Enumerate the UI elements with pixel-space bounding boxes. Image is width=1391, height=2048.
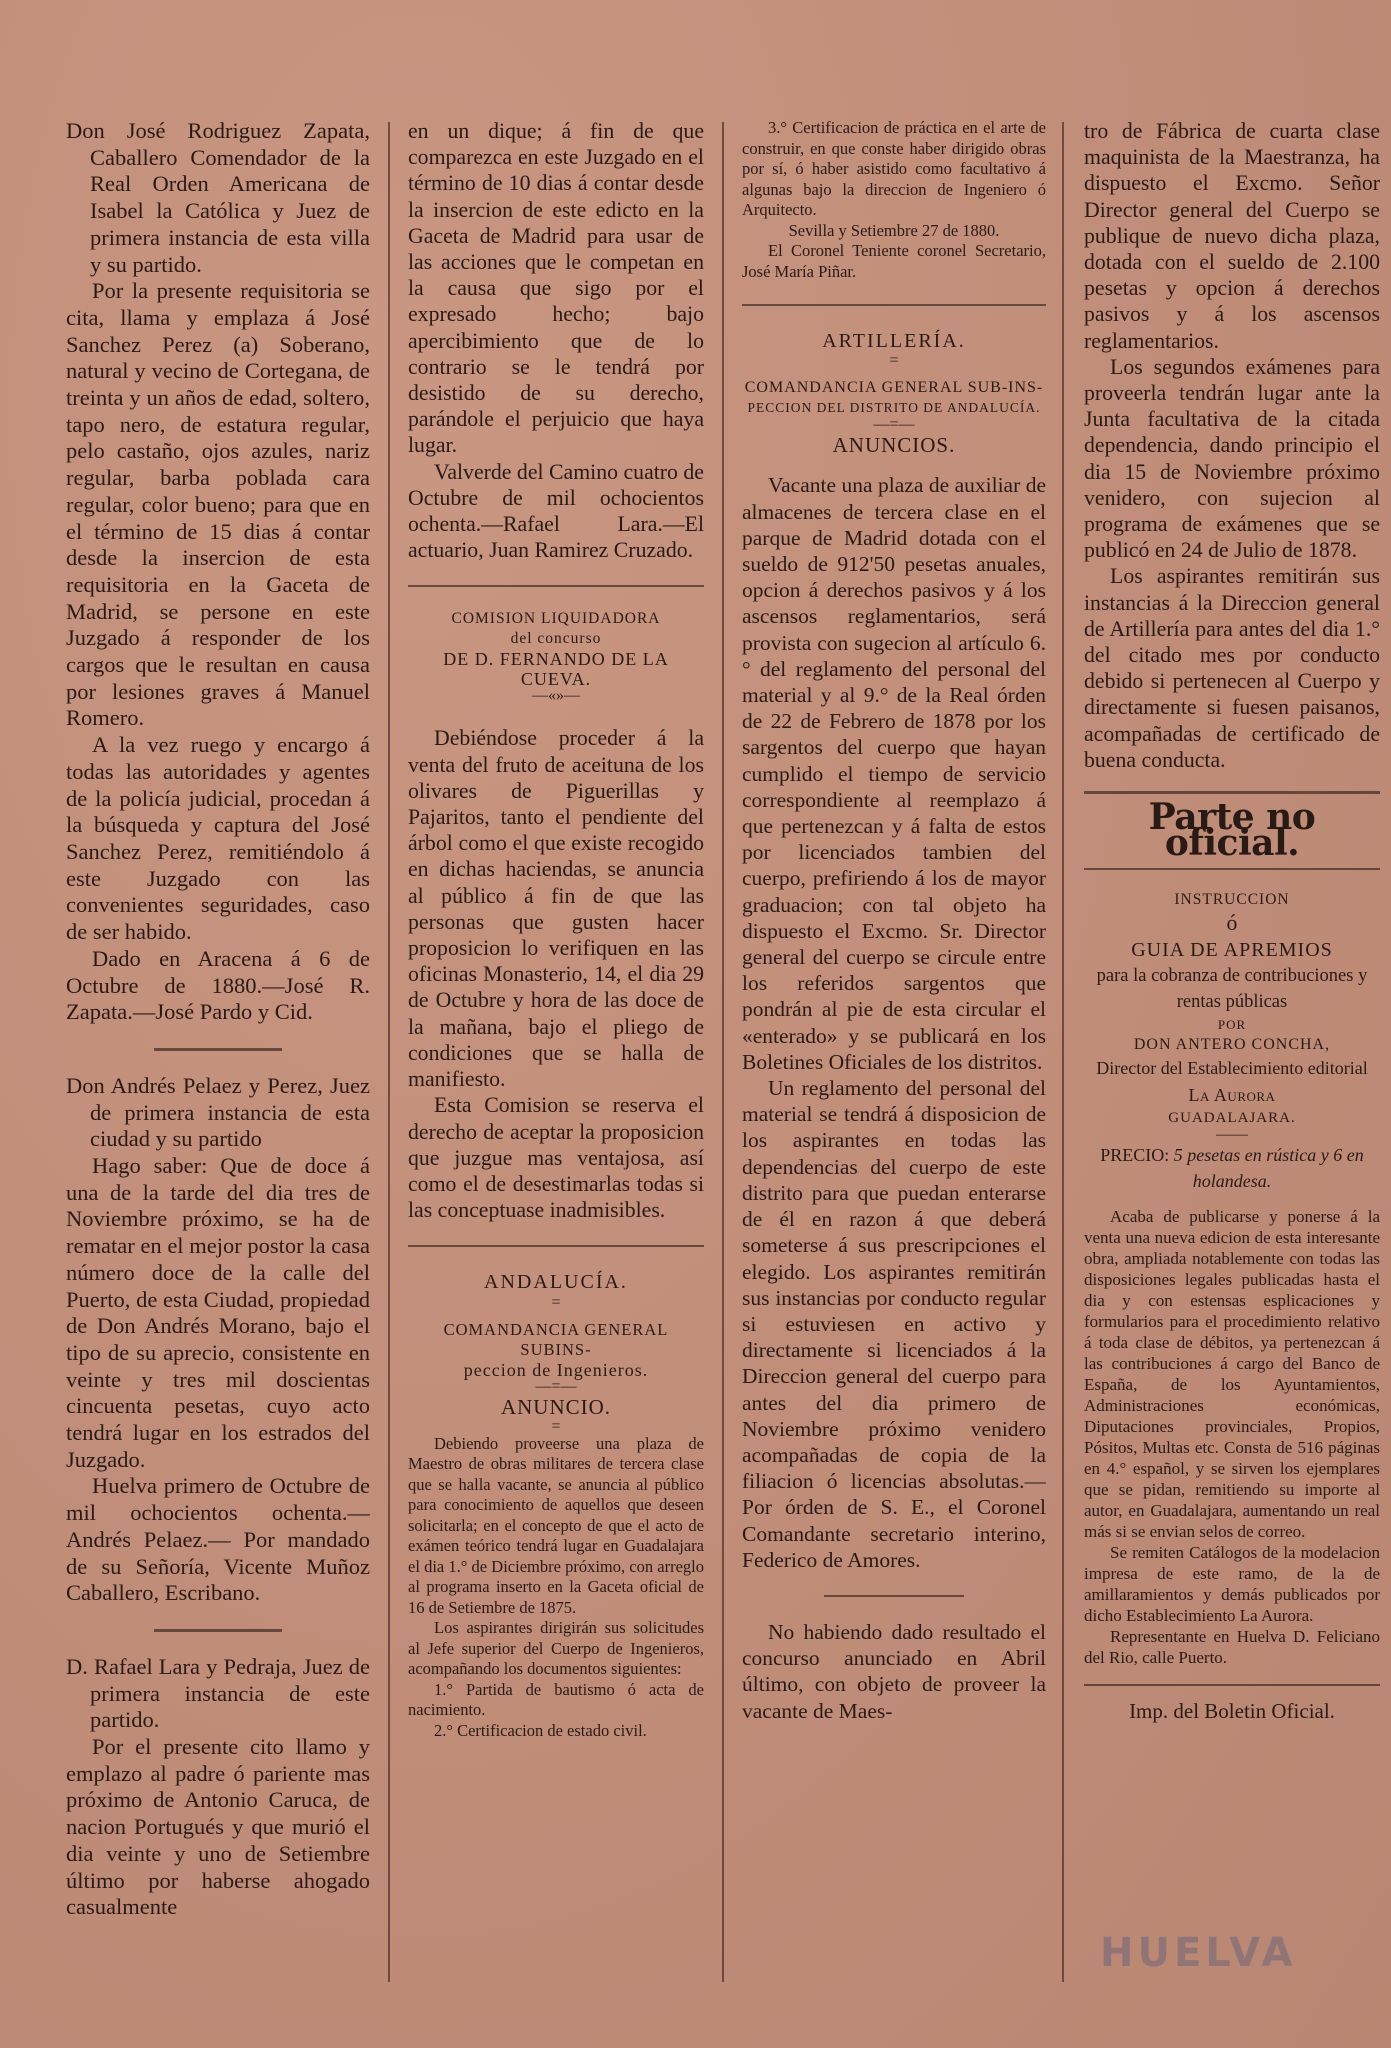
edict-huelva-signature: Huelva primero de Octubre de mil ochocientos ochenta.— Andrés Pelaez.— Por mandado de su Señoría, Vicente Muñoz Caballero, Escribano. [66, 1473, 370, 1606]
separator-rule [154, 1048, 282, 1051]
edict-valverde-continued: en un dique; á fin de que comparezca en este Juzgado en el término de 10 dias á contar desde la insercion de este edicto en la Gaceta de Madrid para usar de las acciones que le competan en la causa que sigo por el expresado hecho; bajo apercibimiento que de lo contrario se le tendrá por desistido de su derecho, parándole el perjuicio que haya lugar. [408, 119, 704, 458]
separator-rule [824, 1595, 964, 1597]
double-rule: = [551, 1417, 561, 1435]
section-andalucia: ANDALUCÍA. [484, 1271, 628, 1294]
ornament: —=— [873, 416, 915, 434]
column-2 [408, 118, 704, 1741]
parte-no-oficial-heading: Parte no oficial. [1148, 796, 1316, 865]
separator-rule [742, 304, 1046, 306]
instruccion-heading: INSTRUCCION [1174, 891, 1290, 909]
comision-subheading: del concurso [510, 630, 602, 648]
ingenieros-heading: COMANDANCIA GENERAL SUBINS- [443, 1319, 669, 1359]
edict-valverde-heading: D. Rafael Lara y Pedraja, Juez de primera instancia de este partido. [66, 1653, 370, 1733]
edict-aracena-heading: Don José Rodriguez Zapata, Caballero Comendador de la Real Orden Americana de Isabel la Católica y Juez de primera instancia de esta villa y su partido. [66, 118, 370, 277]
edict-huelva-body: Hago saber: Que de doce á una de la tarde del dia tres de Noviembre próximo, se ha de rematar en el mejor postor la casa número doce de la calle del Puerto, de esta Ciudad, propiedad de Don Andrés Morano, bajo el tipo de su aprecio, consistente en veinte y tres mil doscientas cincuenta pesetas, cuyo acto tendrá lugar en los estrados del Juzgado. [66, 1153, 370, 1472]
ingenieros-subheading: peccion de Ingenieros. [463, 1359, 649, 1380]
edict-valverde-body: Por el presente cito llamo y emplazo al padre ó pariente mas próximo de Antonio Caruca, de nacion Portugués y que murió el dia veinte y uno de Setiembre último por haberse ahogado casualmente [66, 1734, 370, 1920]
author-name: DON ANTERO CONCHA, [1133, 1036, 1331, 1054]
comision-name: DE D. FERNANDO DE LA CUEVA. [443, 649, 669, 690]
column-divider [1062, 122, 1064, 1982]
catalogos-notice: Se remiten Catálogos de la modelacion impresa de este ramo, de la de amillaramientos y demás publicados por dicho Establecimiento La Aurora. [1084, 1543, 1380, 1626]
edict-valverde-signature: Valverde del Camino cuatro de Octubre de mil ochocientos ochenta.—Rafael Lara.—El actuario, Juan Ramirez Cruzado. [408, 459, 704, 563]
vacante-auxiliar: Vacante una plaza de auxiliar de almacenes de tercera clase en el parque de Madrid dotada con el sueldo de 912'50 pesetas anuales, opcion á derechos pasivos y á los ascensos reglamentarios, será provista con sugecion al artículo 6.° del reglamento del personal del material y al 9.° de la Real órden de 22 de Febrero de 1878 por los sargentos del cuerpo que hayan cumplido el tiempo de servicio correspondiente al reemplazo á que pertenezcan y á falta de estos por licenciados tambien del cuerpo, prefiriendo á los de mayor graduacion; con tal objeto ha dispuesto el Excmo. Sr. Director general del cuerpo se circule entre los referidos sargentos que pondrán al pie de esta circular el «enterado» y se publicará en los Boletines Oficiales de los distritos. [742, 473, 1046, 1074]
section-artilleria: ARTILLERÍA. [822, 330, 966, 352]
column-divider [388, 122, 390, 1982]
artilleria-heading: COMANDANCIA GENERAL SUB-INS- [744, 379, 1044, 397]
concurso-continued: tro de Fábrica de cuarta clase maquinista de la Maestranza, ha dispuesto el Excmo. Señor Director general del Cuerpo se publique de nuevo dicha plaza, dotada con el sueldo de 2.100 pesetas y opcion á derechos pasivos y á los ascensos reglamentarios. [1084, 119, 1380, 353]
price-line: PRECIO: 5 pesetas en rústica y 6 en holandesa. [1100, 1144, 1364, 1191]
column-1 [66, 118, 370, 1921]
separator-rule [1084, 868, 1380, 870]
anuncios-heading: ANUNCIOS. [832, 433, 956, 458]
author-title: Director del Establecimiento editorial La Aurora [1096, 1058, 1368, 1105]
archive-stamp-watermark: HUELVA [1100, 1930, 1297, 1976]
column-divider [722, 122, 724, 1982]
comision-notice-2: Esta Comision se reserva el derecho de aceptar la proposicion que juzgue mas ventajosa, así como el de desestimarlas todas si las conceptuase inadmisibles. [408, 1093, 704, 1223]
separator-rule [1084, 791, 1380, 794]
column-3 [742, 118, 1046, 1724]
aspirantes-notice: Los aspirantes remitirán sus instancias á la Direccion general de Artillería para antes del dia 1.° del citado mes por conducto debido si pertenecen al Cuerpo y directamente si fuesen paisanos, acompañadas de certificado de buena conducta. [1084, 564, 1380, 772]
separator-rule [408, 585, 704, 587]
anuncio-doc-1: 1.° Partida de bautismo ó acta de nacimiento. [408, 1679, 704, 1720]
artilleria-subheading: PECCION DEL DISTRITO DE ANDALUCÍA. [747, 400, 1041, 416]
reglamento-notice: Un reglamento del personal del material se tendrá á disposicion de los aspirantes en todas las dependencias del cuerpo de este distrito para que puedan enterarse de él en razon á que deberá someterse á sus prescripciones el elegido. Los aspirantes remitirán sus instancias por conducto regular si estuviesen en activo y directamente si licenciados á la Direccion general del cuerpo para antes del dia primero de Noviembre próximo venidero acompañadas de copia de la filiacion ó licencias absolutas.— Por órden de S. E., el Coronel Comandante secretario interino, Federico de Amores. [742, 1076, 1046, 1572]
representante-notice: Representante en Huelva D. Feliciano del Rio, calle Puerto. [1084, 1627, 1380, 1668]
anuncio-date: Sevilla y Setiembre 27 de 1880. [788, 220, 1000, 240]
ornament: —=— [535, 1377, 577, 1395]
edict-aracena-signature: Dado en Aracena á 6 de Octubre de 1880.—José R. Zapata.—José Pardo y Cid. [66, 945, 370, 1025]
anuncio-body-2: Los aspirantes dirigirán sus solicitudes al Jefe superior del Cuerpo de Ingenieros, acompañando los documentos siguientes: [408, 1618, 704, 1679]
comision-heading: COMISION LIQUIDADORA [451, 610, 661, 628]
column-4 [1084, 118, 1380, 1724]
ornament: —— [1216, 1125, 1248, 1143]
separator-rule [408, 1245, 704, 1247]
double-rule: = [551, 1293, 561, 1311]
separator-rule [1084, 1684, 1380, 1686]
comision-notice: Debiéndose proceder á la venta del fruto de aceituna de los olivares de Piguerillas y Pajaritos, tanto el pendiente del árbol como el que existe recogido en dichas haciendas, se anuncia al público á fin de que las personas que gusten hacer proposicion lo verifiquen en las oficinas Monasterio, 14, el dia 29 de Octubre y hora de las doce de la mañana, bajo el pliego de condiciones que se halla de manifiesto. [408, 726, 704, 1092]
guia-subtitle: para la cobranza de contribuciones y rentas públicas [1096, 965, 1368, 1013]
por-label: POR [1217, 1017, 1247, 1033]
guia-title: GUIA DE APREMIOS [1131, 938, 1333, 961]
edict-aracena-body-2: A la vez ruego y encargo á todas las autoridades y agentes de la policía judicial, procedan á la búsqueda y captura del José Sanchez Perez, remitiéndolo á este Juzgado con las convenientes seguridades, caso de ser habido. [66, 732, 370, 945]
anuncio-doc-3: 3.° Certificacion de práctica en el arte de construir, en que conste haber dirigido obras por sí, ó haber asistido como facultativo á algunas bajo la direccion de Ingeniero ó Arquitecto. [742, 118, 1046, 219]
anuncio-doc-2: 2.° Certificacion de estado civil. [434, 1720, 647, 1740]
ornament: —«»— [532, 687, 580, 705]
guia-description: Acaba de publicarse y ponerse á la venta una nueva edicion de esta interesante obra, ampliada notablemente con todas las disposiciones legales publicadas hasta el dia y con estensas esplicaciones y formularios para el procedimiento relativo á toda clase de débitos, ya pertenezcan á las contribuciones á cargo del Banco de España, de los Ayuntamientos, Administraciones económicas, Diputaciones provinciales, Propios, Pósitos, Multas etc. Consta de 516 páginas en 4.° español, y se sirven los ejemplares que se pidan, remitiendo su importe al autor, en Guadalajara, aumentando un real más si se envian selos de correo. [1084, 1207, 1380, 1542]
edict-huelva-heading: Don Andrés Pelaez y Perez, Juez de primera instancia de esta ciudad y su partido [66, 1072, 370, 1152]
double-rule: = [889, 352, 899, 370]
anuncio-signature: El Coronel Teniente coronel Secretario, José María Piñar. [742, 241, 1046, 281]
anuncio-body: Debiendo proveerse una plaza de Maestro de obras militares de tercera clase que se halla vacante, se anuncia al público para conocimiento de aquellos que deseen solicitarla; en el concepto de que el acto de exámen teórico tendrá lugar en Guadalajara el dia 1.° de Diciembre próximo, con arreglo al programa inserto en la Gaceta oficial de 16 de Setiembre de 1875. [408, 1433, 704, 1617]
instruccion-o: ó [1226, 911, 1238, 936]
concurso-notice: No habiendo dado resultado el concurso anunciado en Abril último, con objeto de proveer la vacante de Maes- [742, 1619, 1046, 1723]
edict-aracena-body: Por la presente requisitoria se cita, llama y emplaza á José Sanchez Perez (a) Soberano, natural y vecino de Cortegana, de treinta y un años de edad, soltero, tapo nero, de estatura regular, pelo castaño, ojos azules, nariz regular, barba poblada cara regular, color bueno; para que en el término de 15 dias á contar desde la insercion de esta requisitoria en la Gaceta de Madrid, se persone en este Juzgado á responder de los cargos que le resultan en causa por lesiones graves á Manuel Romero. [66, 278, 370, 731]
city-label: GUADALAJARA. [1168, 1109, 1296, 1126]
separator-rule [154, 1629, 282, 1632]
examenes-notice: Los segundos exámenes para proveerla tendrán lugar ante la Junta facultativa de la citada dependencia, dando principio el dia 15 de Noviembre próximo venidero, con sujecion al programa de exámenes que se publicó en 24 de Julio de 1878. [1084, 354, 1380, 563]
anuncio-heading: ANUNCIO. [500, 1394, 612, 1419]
imprint: Imp. del Boletin Oficial. [1129, 1699, 1335, 1724]
